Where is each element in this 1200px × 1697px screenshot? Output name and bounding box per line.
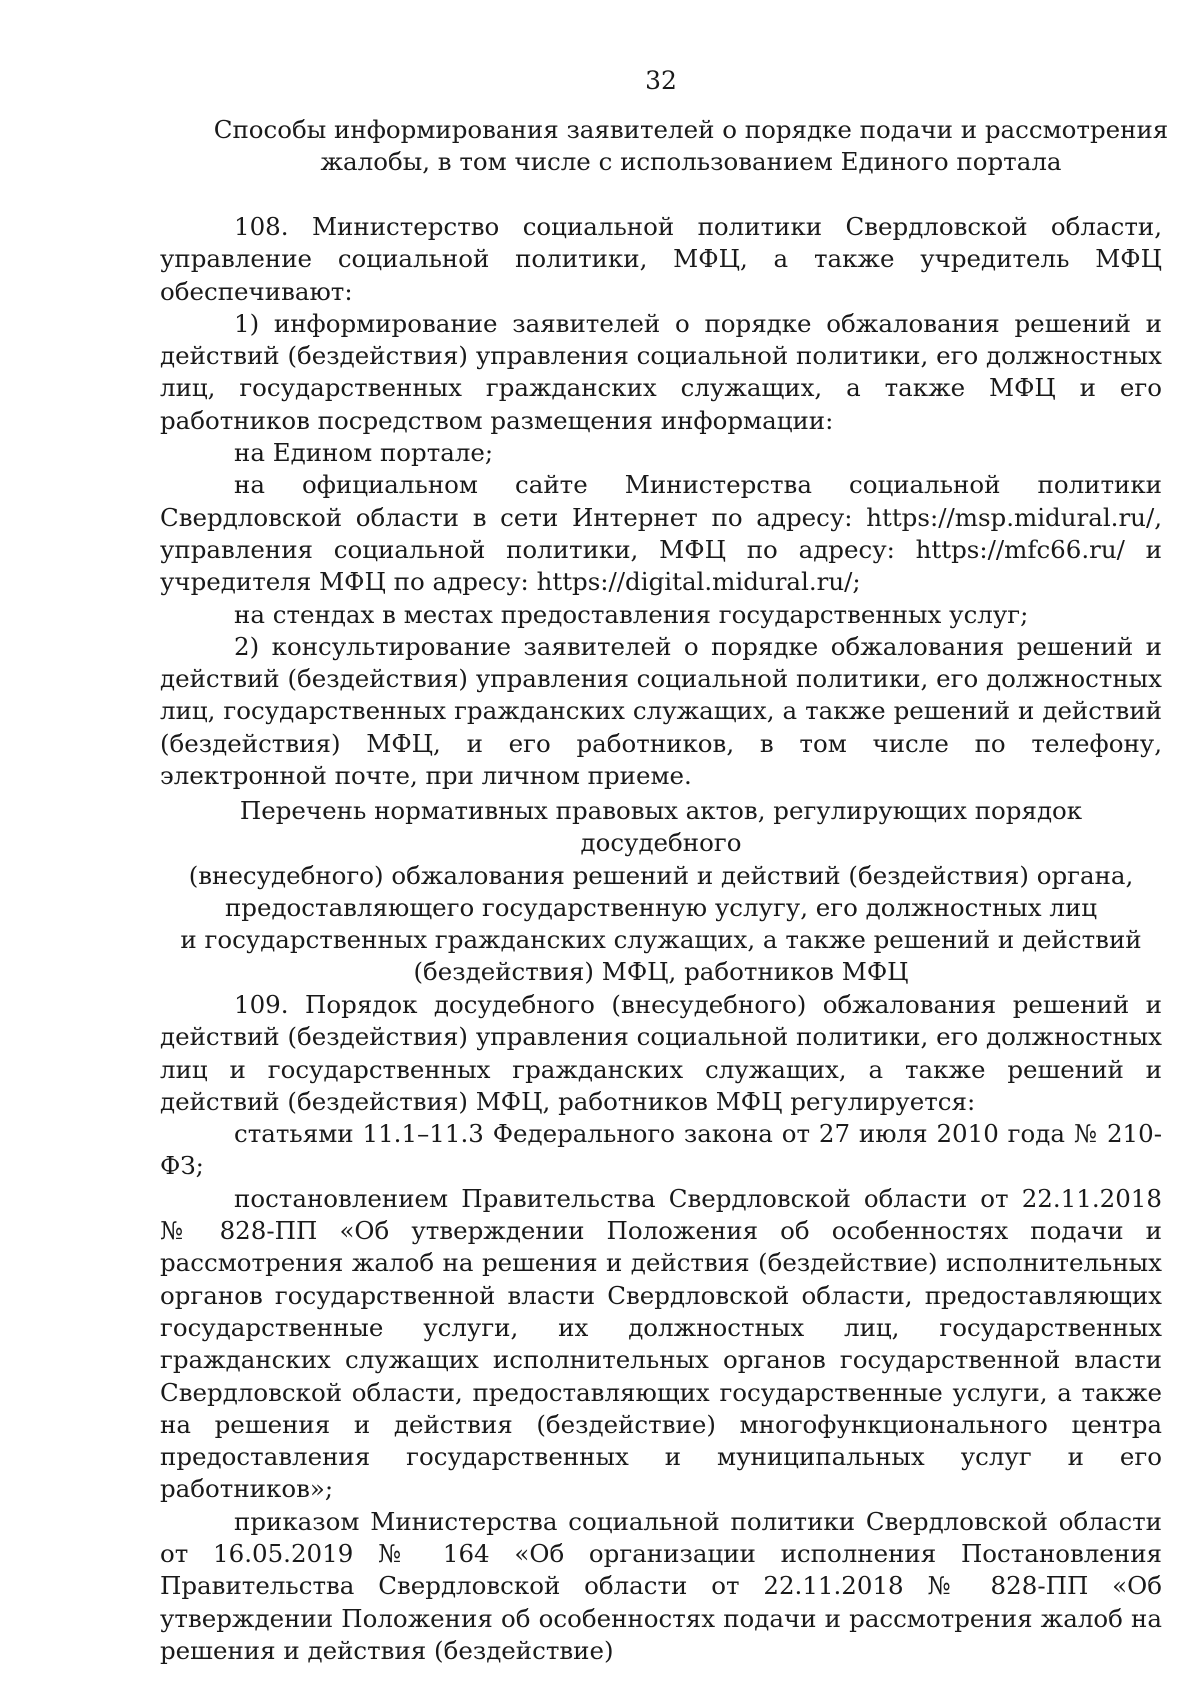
section-heading-informing: Способы информирования заявителей о порядке подачи и рассмотрения жалобы, в том числе с использованием Единого портала — [213, 115, 1169, 177]
paragraph: 108. Министерство социальной политики Свердловской области, управление социальной политики, МФЦ, а также учредитель МФЦ обеспечивают: — [160, 212, 1162, 306]
section-heading-legal-acts: Перечень нормативных правовых актов, регулирующих порядок досудебного (внесудебного) обжалования решений и действий (бездействия) органа, предоставляющего государственную услугу, его должностных лиц и государственных гражданских служащих, а также решений и действий (бездействия) МФЦ, работников МФЦ — [180, 796, 1142, 987]
paragraph: 109. Порядок досудебного (внесудебного) обжалования решений и действий (бездействия) управления социальной политики, его должностных лиц и государственных гражданских служащих, а также решений и действий (бездействия) МФЦ, работников МФЦ регулируется: — [160, 990, 1162, 1116]
paragraph: постановлением Правительства Свердловской области от 22.11.2018 № 828-ПП «Об утверждении Положения об особенностях подачи и рассмотрения жалоб на решения и действия (бездействие) исполнительных органов государственной власти Свердловской области, предоставляющих государственные услуги, их должностных лиц, государственных гражданских служащих исполнительных органов государственной власти Свердловской области, предоставляющих государственные услуги, а также на решения и действия (бездействие) многофункционального центра предоставления государственных и муниципальных услуг и его работников»; — [160, 1183, 1162, 1504]
paragraph: на официальном сайте Министерства социальной политики Свердловской области в сети Интернет по адресу: https://msp.midural.ru/, управления социальной политики, МФЦ по адресу: https://mfc66.ru/ и учредителя МФЦ по адресу: https://digital.midural.ru/; — [160, 470, 1162, 597]
clause-109 — [160, 989, 1162, 1667]
paragraph: на стендах в местах предоставления государственных услуг; — [234, 599, 1029, 629]
page-number: 32 — [645, 66, 677, 95]
paragraph: 2) консультирование заявителей о порядке обжалования решений и действий (бездействия) управления социальной политики, его должностных лиц, государственных гражданских служащих, а также решений и действий (бездействия) МФЦ, и его работников, в том числе по телефону, электронной почте, при личном приеме. — [160, 631, 1162, 791]
paragraph: 1) информирование заявителей о порядке обжалования решений и действий (бездействия) управления социальной политики, его должностных лиц, государственных гражданских служащих, а также МФЦ и его работников посредством размещения информации: — [160, 308, 1162, 435]
paragraph: приказом Министерства социальной политики Свердловской области от 16.05.2019 № 164 «Об организации исполнения Постановления Правительства Свердловской области от 22.11.2018 № 828-ПП «Об утверждении Положения об особенностях подачи и рассмотрения жалоб на решения и действия (бездействие) — [160, 1506, 1162, 1665]
paragraph: на Едином портале; — [234, 438, 494, 468]
paragraph: статьями 11.1–11.3 Федерального закона от 27 июля 2010 года № 210-ФЗ; — [160, 1119, 1162, 1181]
clause-108 — [160, 211, 1162, 792]
